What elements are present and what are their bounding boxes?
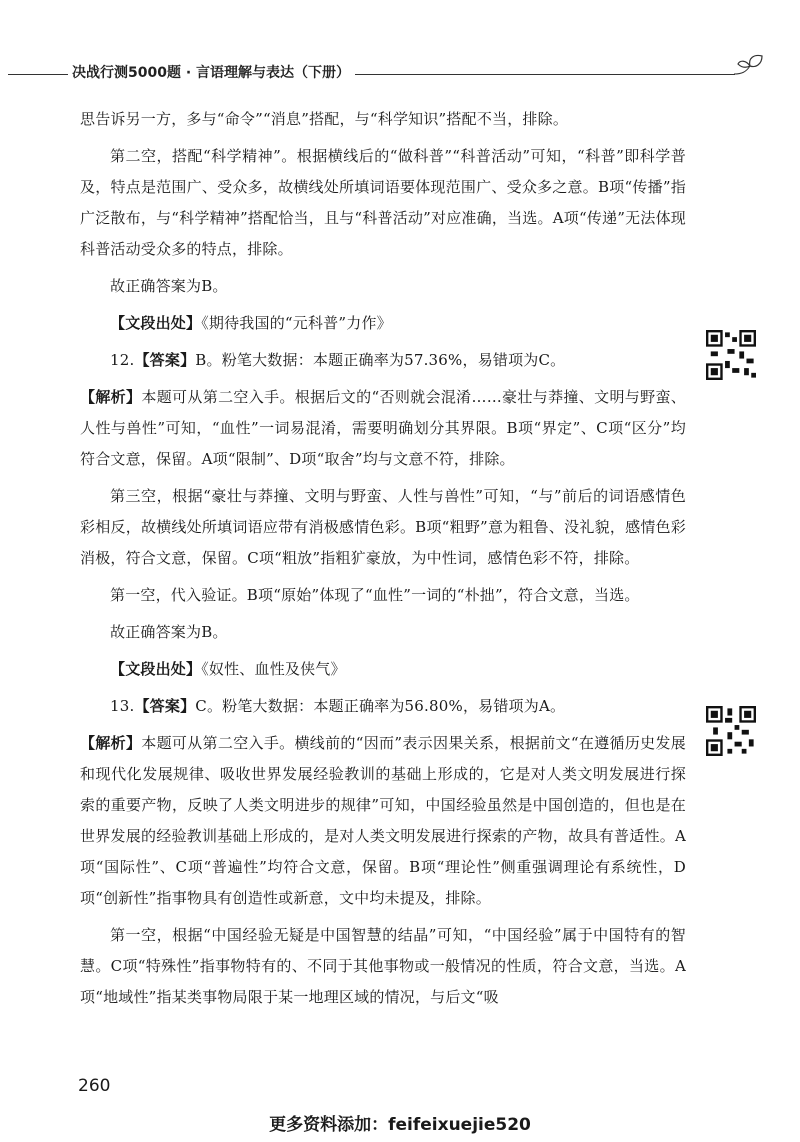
paragraph-text: B。粉笔大数据：本题正确率为57.36%，易错项为C。 <box>195 351 566 369</box>
paragraph <box>80 728 686 914</box>
section-tag: 【答案】 <box>134 351 196 369</box>
paragraph-text: C。粉笔大数据：本题正确率为56.80%，易错项为A。 <box>195 697 566 715</box>
paragraph <box>80 580 686 611</box>
section-tag: 【解析】 <box>80 734 142 752</box>
header-rule-right <box>355 74 735 75</box>
section-tag: 【解析】 <box>80 388 142 406</box>
paragraph-text: 第一空，代入验证。B项“原始”体现了“血性”一词的“朴拙”，符合文意，当选。 <box>110 586 640 604</box>
paragraph <box>80 654 686 685</box>
header-rule-left <box>8 74 68 75</box>
paragraph-text: 思告诉另一方，多与“命令”“消息”搭配，与“科学知识”搭配不当，排除。 <box>80 110 569 128</box>
paragraph-text: 12. <box>110 351 135 369</box>
paragraph-text: 第三空，根据“豪壮与莽撞、文明与野蛮、人性与兽性”可知，“与”前后的词语感情色彩相反，故横线处所填词语应带有消极感情色彩。B项“粗野”意为粗鲁、没礼貌，感情色彩消极，符合文意，保留。C项“粗放”指粗犷豪放，为中性词，感情色彩不符，排除。 <box>80 487 686 567</box>
paragraph <box>80 104 686 135</box>
paragraph-text: 《奴性、血性及侠气》 <box>201 660 346 678</box>
paragraph-text: 故正确答案为B。 <box>110 277 228 295</box>
paragraph <box>80 920 686 1013</box>
paragraph-text: 第一空，根据“中国经验无疑是中国智慧的结晶”可知，“中国经验”属于中国特有的智慧。C项“特殊性”指事物特有的、不同于其他事物或一般情况的性质，符合文意，当选。A项“地域性”指某类事物局限于某一地理区域的情况，与后文“吸 <box>80 926 686 1006</box>
answer-explanation-body <box>80 104 686 1019</box>
qr-code-13-icon[interactable] <box>706 706 756 756</box>
paragraph <box>80 691 686 722</box>
paragraph <box>80 382 686 475</box>
paragraph-text: 第二空，搭配“科学精神”。根据横线后的“做科普”“科普活动”可知，“科普”即科学普及，特点是范围广、受众多，故横线处所填词语要体现范围广、受众多之意。B项“传播”指广泛散布，与“科学精神”搭配恰当，且与“科普活动”对应准确，当选。A项“传递”无法体现科普活动受众多的特点，排除。 <box>80 147 686 258</box>
header-title: 决战行测5000题 · 言语理解与表达（下册） <box>72 65 351 81</box>
paragraph-text: 13. <box>110 697 135 715</box>
leaf-ornament-icon <box>732 52 768 82</box>
qr-code-12-icon[interactable] <box>706 330 756 380</box>
paragraph-text: 《期待我国的“元科普”力作》 <box>201 314 392 332</box>
paragraph-text: 本题可从第二空入手。横线前的“因而”表示因果关系，根据前文“在遵循历史发展和现代化发展规律、吸收世界发展经验教训的基础上形成的，它是对人类文明发展进行探索的重要产物，反映了人类文明进步的规律”可知，中国经验虽然是中国创造的，但也是在世界发展的经验教训基础上形成的，是对人类文明发展进行探索的产物，故具有普适性。A项“国际性”、C项“普遍性”均符合文意，保留。B项“理论性”侧重强调理论有系统性，D项“创新性”指事物具有创造性或新意，文中均未提及，排除。 <box>80 734 686 907</box>
page-number: 260 <box>78 1076 111 1096</box>
paragraph <box>80 308 686 339</box>
paragraph <box>80 345 686 376</box>
paragraph-text: 故正确答案为B。 <box>110 623 228 641</box>
paragraph-text: 本题可从第二空入手。根据后文的“否则就会混淆……豪壮与莽撞、文明与野蛮、人性与兽性”可知，“血性”一词易混淆，需要明确划分其界限。B项“界定”、C项“区分”均符合文意，保留。A项“限制”、D项“取舍”均与文意不符，排除。 <box>80 388 687 468</box>
paragraph <box>80 271 686 302</box>
footer-contact: 更多资料添加：feifeixuejie520 <box>269 1115 531 1135</box>
section-tag: 【答案】 <box>134 697 196 715</box>
paragraph <box>80 141 686 265</box>
section-tag: 【文段出处】 <box>110 660 202 678</box>
paragraph <box>80 481 686 574</box>
section-tag: 【文段出处】 <box>110 314 202 332</box>
paragraph <box>80 617 686 648</box>
running-header <box>0 58 800 88</box>
